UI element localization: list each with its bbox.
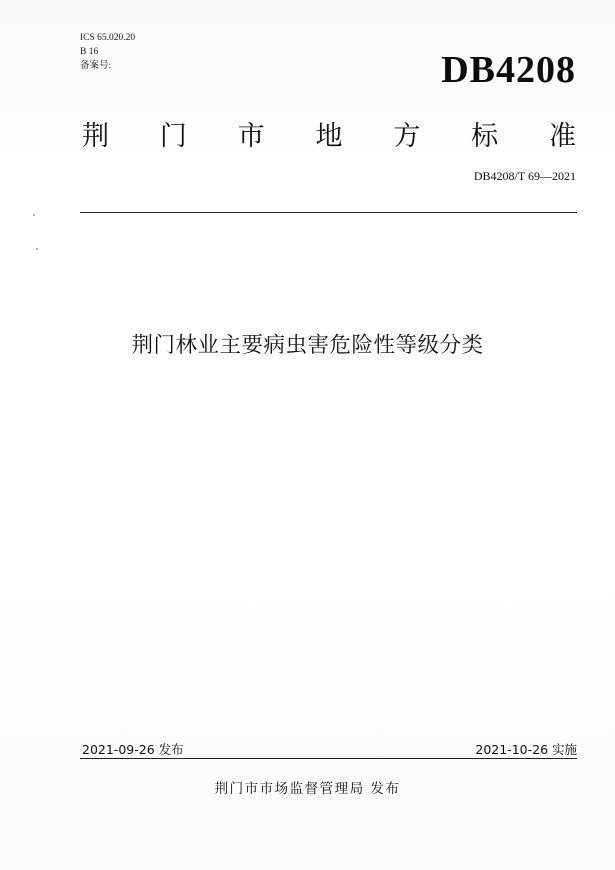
document-title: 荆门林业主要病虫害危险性等级分类 (131, 333, 484, 358)
issuing-authority: 荆门市市场监督管理局 发布 (214, 781, 401, 797)
standard-type-char: 方 (393, 121, 421, 152)
ccs-code: B 16 (80, 47, 99, 57)
footer-divider (80, 758, 577, 759)
standard-type-char: 地 (315, 121, 343, 152)
ics-code: ICS 65.020.20 (80, 33, 136, 43)
scan-speck (36, 248, 38, 250)
implementation-date: 2021-10-26 实施 (475, 742, 577, 757)
standard-code: DB4208 (441, 49, 576, 91)
classification-block (80, 31, 135, 73)
record-number-label: 备案号: (80, 61, 112, 71)
standard-type-heading (82, 114, 576, 153)
standard-type-char: 标 (471, 121, 499, 152)
standard-type-char: 市 (237, 121, 265, 152)
standard-number: DB4208/T 69—2021 (473, 169, 576, 183)
scan-speck (33, 214, 35, 216)
header-divider (80, 212, 577, 213)
standard-type-char: 荆 (82, 121, 109, 152)
issue-date: 2021-09-26 发布 (82, 742, 184, 757)
standard-type-char: 门 (159, 121, 187, 152)
standard-type-char: 准 (548, 121, 576, 152)
